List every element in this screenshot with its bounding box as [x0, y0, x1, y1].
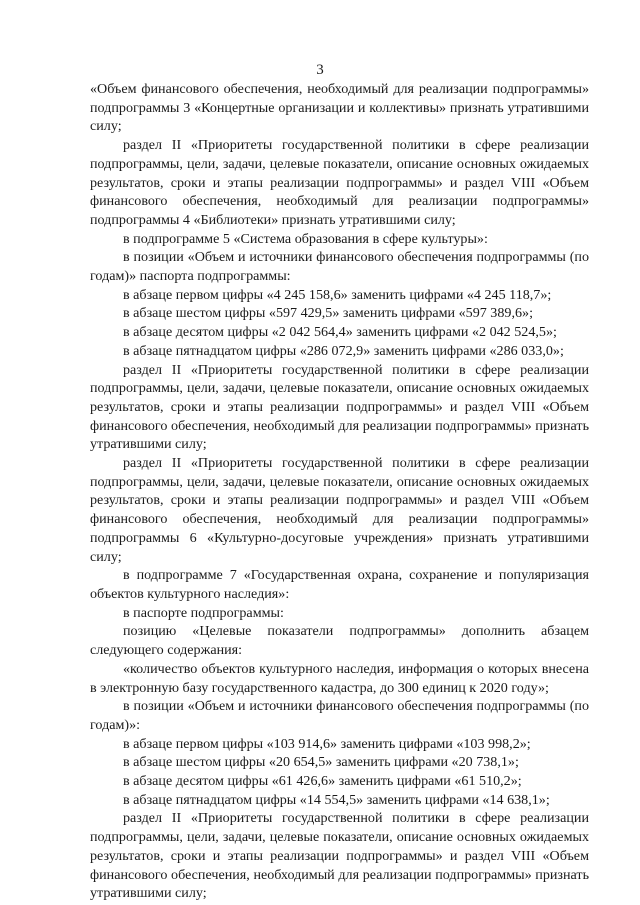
paragraph-subprogram-7-financing: в позиции «Объем и источники финансового обеспечения подпрограммы (по годам)»: — [90, 698, 589, 733]
paragraph-subprogram-5-financing: в позиции «Объем и источники финансового обеспечения подпрограммы (по годам)» паспорта подпрограммы: — [90, 249, 589, 285]
paragraph-subprogram-7-amendment-10: в абзаце десятом цифры «61 426,6» заменить цифрами «61 510,2»; — [123, 773, 522, 790]
paragraph-subprogram-7-amendment-6: в абзаце шестом цифры «20 654,5» заменить цифрами «20 738,1»; — [123, 754, 519, 771]
paragraph-subprogram-7-passport: в паспорте подпрограммы: — [123, 604, 284, 621]
paragraph-subprogram-7-sections: раздел II «Приоритеты государственной политики в сфере реализации подпрограммы, цели, задачи, целевые показатели, описание основных ожидаемых результатов, сроки и этапы реализации подпрограммы» и раздел VIII «Объем финансового обеспечения, необходимый для реализации подпрограммы» признать утратившими силу; — [90, 810, 589, 902]
paragraph-subprogram-6-sections: раздел II «Приоритеты государственной политики в сфере реализации подпрограммы, цели, задачи, целевые показатели, описание основных ожидаемых результатов, сроки и этапы реализации подпрограммы» и раздел VIII «Объем финансового обеспечения, необходимый для реализации подпрограммы» подпрограммы 6 «Культурно-досуговые учреждения» признать утратившими силу; — [90, 455, 589, 565]
paragraph-subprogram-5-amendment-15: в абзаце пятнадцатом цифры «286 072,9» заменить цифрами «286 033,0»; — [123, 342, 564, 359]
paragraph-subprogram-7-indicators: позицию «Целевые показатели подпрограммы» дополнить абзацем следующего содержания: — [90, 623, 589, 659]
paragraph-subprogram-7-indicator-text: «количество объектов культурного наследия, информация о которых внесена в электронную базу государственного кадастра, до 300 единиц к 2020 году»; — [90, 660, 589, 696]
paragraph-subprogram-5-amendment-6: в абзаце шестом цифры «597 429,5» заменить цифрами «597 389,6»; — [123, 305, 533, 322]
paragraph-subprogram-5-amendment-10: в абзаце десятом цифры «2 042 564,4» заменить цифрами «2 042 524,5»; — [123, 324, 557, 341]
paragraph-subprogram-5-amendment-1: в абзаце первом цифры «4 245 158,6» заменить цифрами «4 245 118,7»; — [123, 286, 552, 303]
paragraph-subprogram-4-sections: раздел II «Приоритеты государственной политики в сфере реализации подпрограммы, цели, задачи, целевые показатели, описание основных ожидаемых результатов, сроки и этапы реализации подпрограммы» и раздел VIII «Объем финансового обеспечения, необходимый для реализации подпрограммы» подпрограммы 4 «Библиотеки» признать утратившими силу; — [90, 137, 589, 228]
paragraph-subprogram-7-heading: в подпрограмме 7 «Государственная охрана, сохранение и популяризация объектов культурного наследия»: — [90, 567, 589, 602]
paragraph-subprogram-5-heading: в подпрограмме 5 «Система образования в сфере культуры»: — [123, 230, 488, 247]
document-body — [90, 80, 589, 903]
paragraph-subprogram-7-amendment-15: в абзаце пятнадцатом цифры «14 554,5» заменить цифрами «14 638,1»; — [123, 791, 550, 808]
paragraph-subprogram-5-sections: раздел II «Приоритеты государственной политики в сфере реализации подпрограммы, цели, задачи, целевые показатели, описание основных ожидаемых результатов, сроки и этапы реализации подпрограммы» и раздел VIII «Объем финансового обеспечения, необходимый для реализации подпрограммы» признать утратившими силу; — [90, 361, 589, 453]
page-number: 3 — [316, 62, 324, 78]
paragraph-continuation: «Объем финансового обеспечения, необходимый для реализации подпрограммы» подпрограммы 3 «Концертные организации и коллективы» признать утратившими силу; — [90, 81, 589, 135]
paragraph-subprogram-7-amendment-1: в абзаце первом цифры «103 914,6» заменить цифрами «103 998,2»; — [123, 735, 531, 752]
